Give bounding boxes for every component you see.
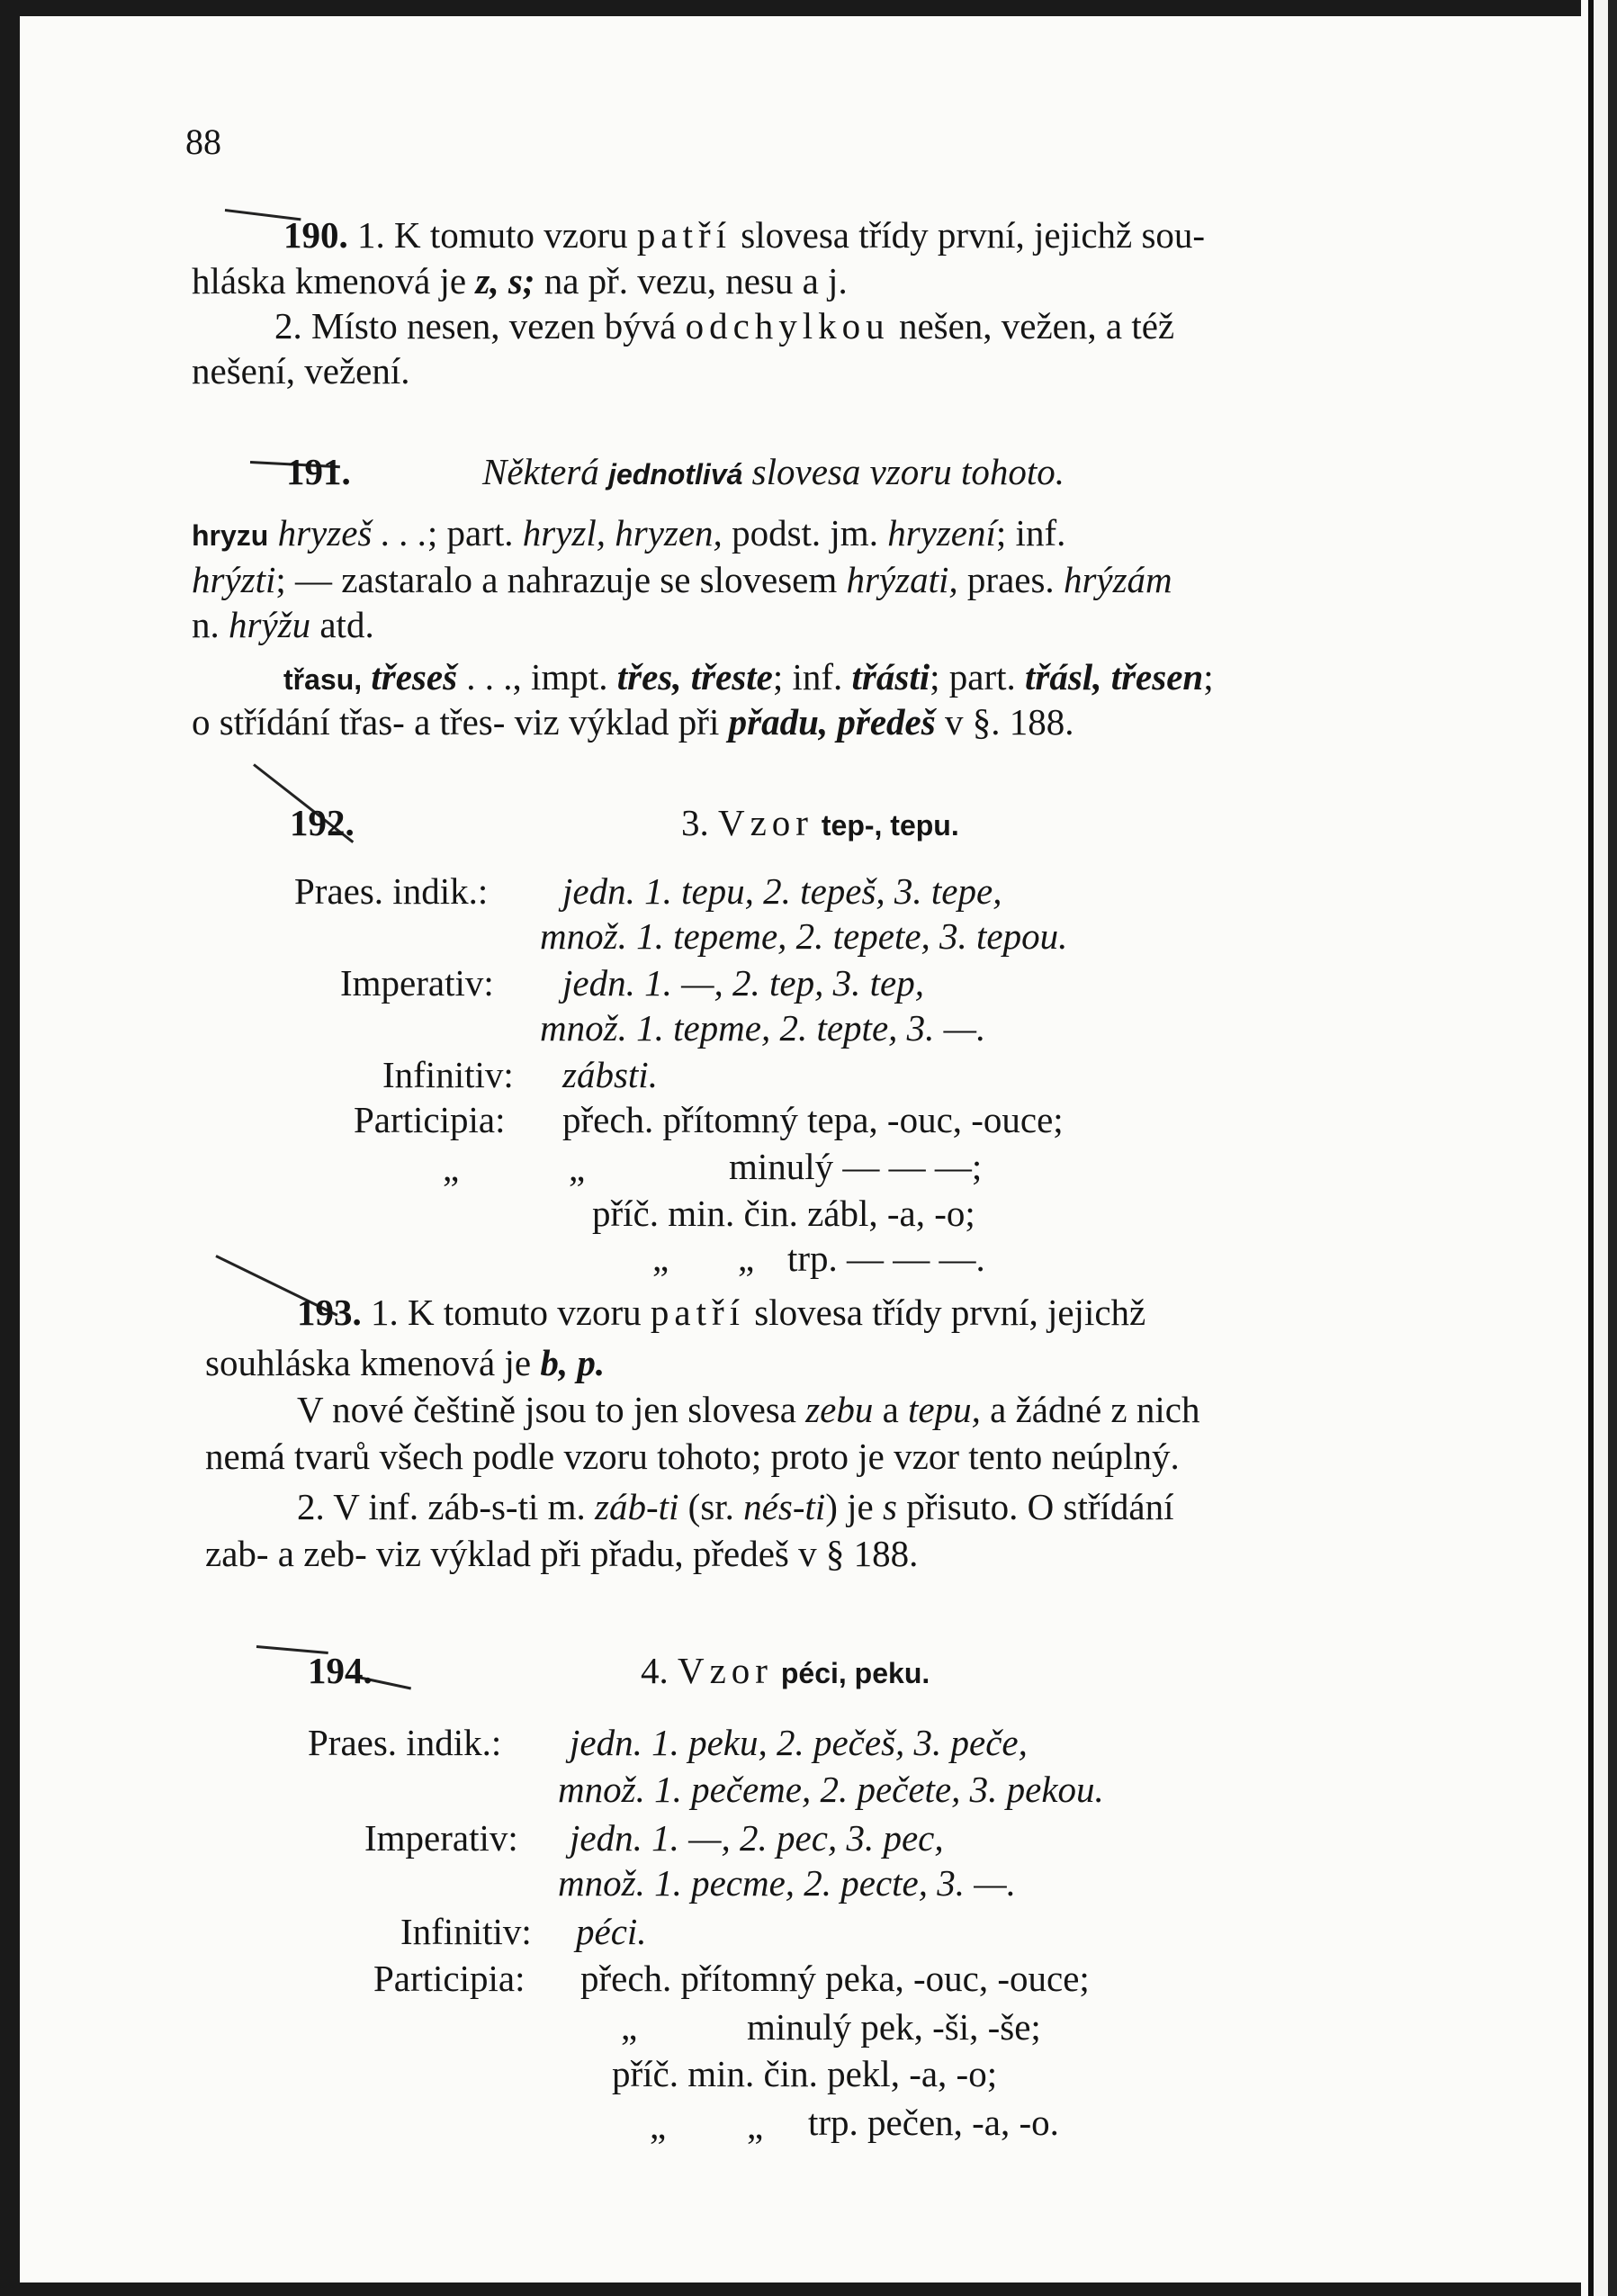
paradigm-192-praes-label: Praes. indik.: xyxy=(294,870,489,912)
section-191-heading: 191. xyxy=(286,451,351,492)
paragraph-191-line-1: hryzu hryzeš . . .; part. hryzl, hryzen, podst. jm. hryzení; inf. xyxy=(192,512,1066,554)
ditto-mark: „ xyxy=(621,2006,638,2048)
paradigm-192-part-4: trp. — — —. xyxy=(787,1238,985,1279)
paradigm-192-praes-pl: množ. 1. tepeme, 2. tepete, 3. tepou. xyxy=(540,915,1068,957)
section-192-heading: 192. xyxy=(290,802,355,843)
ditto-mark: „ xyxy=(443,1148,460,1189)
paradigm-192-imper-sg: jedn. 1. —, 2. tep, 3. tep, xyxy=(562,962,924,1004)
paragraph-191-line-2: hrýzti; — zastaralo a nahrazuje se slovesem hrýzati, praes. hrýzám xyxy=(192,559,1172,600)
paradigm-192-praes-sg: jedn. 1. tepu, 2. tepeš, 3. tepe, xyxy=(562,870,1002,912)
paradigm-194-inf: péci. xyxy=(576,1911,647,1952)
paragraph-191-line-5: o střídání třas- a třes- viz výklad při přadu, předeš v §. 188. xyxy=(192,701,1074,743)
paradigm-192-part-1: přech. přítomný tepa, -ouc, -ouce; xyxy=(562,1099,1064,1140)
page-number: 88 xyxy=(185,122,221,162)
paradigm-194-part-4: trp. pečen, -a, -o. xyxy=(808,2102,1059,2143)
paradigm-194-imper-label: Imperativ: xyxy=(364,1817,518,1859)
paragraph-193-line-3: V nové češtině jsou to jen slovesa zebu a tepu, a žádné z nich xyxy=(297,1389,1200,1430)
ditto-mark: „ xyxy=(652,1238,669,1279)
paragraph-190-line-2: hláska kmenová je z, s; na př. vezu, nesu a j. xyxy=(192,260,848,302)
section-194-heading: 194. xyxy=(308,1650,373,1691)
paragraph-193-line-2: souhláska kmenová je b, p. xyxy=(205,1342,606,1383)
paradigm-194-praes-label: Praes. indik.: xyxy=(308,1722,502,1763)
paradigm-194-part-1: přech. přítomný peka, -ouc, -ouce; xyxy=(580,1958,1090,1999)
paragraph-193-line-5: 2. V inf. záb-s-ti m. záb-ti (sr. nés-ti) je s přisuto. O střídání xyxy=(297,1486,1174,1527)
paradigm-194-part-3: příč. min. čin. pekl, -a, -o; xyxy=(612,2053,998,2094)
paradigm-192-inf: zábsti. xyxy=(562,1054,658,1095)
paradigm-194-inf-label: Infinitiv: xyxy=(400,1911,532,1952)
paradigm-194-part-2: minulý pek, -ši, -še; xyxy=(747,2006,1041,2048)
paradigm-194-imper-sg: jedn. 1. —, 2. pec, 3. pec, xyxy=(570,1817,944,1859)
ditto-mark: „ xyxy=(569,1148,586,1189)
ditto-mark: „ xyxy=(650,2105,667,2147)
paradigm-192-part-3: příč. min. čin. zábl, -a, -o; xyxy=(592,1193,975,1234)
section-194-title: 4. Vzor péci, peku. xyxy=(641,1650,930,1691)
paradigm-194-praes-pl: množ. 1. pečeme, 2. pečete, 3. pekou. xyxy=(558,1769,1104,1810)
paragraph-191-line-4: třasu, třeseš . . ., impt. třes, třeste; inf. třásti; part. třásl, třesen; xyxy=(283,656,1214,698)
paragraph-193-line-1: 193. 1. K tomuto vzoru patří slovesa třídy první, jejichž xyxy=(297,1292,1146,1333)
paragraph-193-line-6: zab- a zeb- viz výklad při přadu, předeš v § 188. xyxy=(205,1533,919,1574)
paradigm-192-imper-label: Imperativ: xyxy=(340,962,494,1004)
paradigm-192-part-2: minulý — — —; xyxy=(729,1146,983,1187)
page-edge-scan-border xyxy=(1581,0,1617,2296)
section-number-190: 190. xyxy=(283,214,348,256)
paragraph-190-line-3: 2. Místo nesen, vezen bývá odchylkou nešen, vežen, a též xyxy=(274,305,1175,347)
paragraph-191-line-3: n. hrýžu atd. xyxy=(192,604,374,645)
section-number-193: 193. xyxy=(297,1292,362,1333)
paradigm-194-part-label: Participia: xyxy=(373,1958,526,1999)
paradigm-192-inf-label: Infinitiv: xyxy=(382,1054,514,1095)
ditto-mark: „ xyxy=(738,1238,755,1279)
paradigm-194-imper-pl: množ. 1. pecme, 2. pecte, 3. —. xyxy=(558,1862,1016,1904)
section-191-title: Některá jednotlivá slovesa vzoru tohoto. xyxy=(482,451,1065,492)
paradigm-192-part-label: Participia: xyxy=(354,1099,506,1140)
paragraph-193-line-4: nemá tvarů všech podle vzoru tohoto; proto je vzor tento neúplný. xyxy=(205,1436,1180,1477)
paragraph-190-line-1: 190. 1. K tomuto vzoru patří slovesa třídy první, jejichž sou- xyxy=(283,214,1206,256)
section-192-title: 3. Vzor tep-, tepu. xyxy=(681,802,959,843)
paradigm-194-praes-sg: jedn. 1. peku, 2. pečeš, 3. peče, xyxy=(570,1722,1028,1763)
paradigm-192-imper-pl: množ. 1. tepme, 2. tepte, 3. —. xyxy=(540,1007,986,1049)
ditto-mark: „ xyxy=(747,2105,764,2147)
paragraph-190-line-4: nešení, vežení. xyxy=(192,350,410,392)
